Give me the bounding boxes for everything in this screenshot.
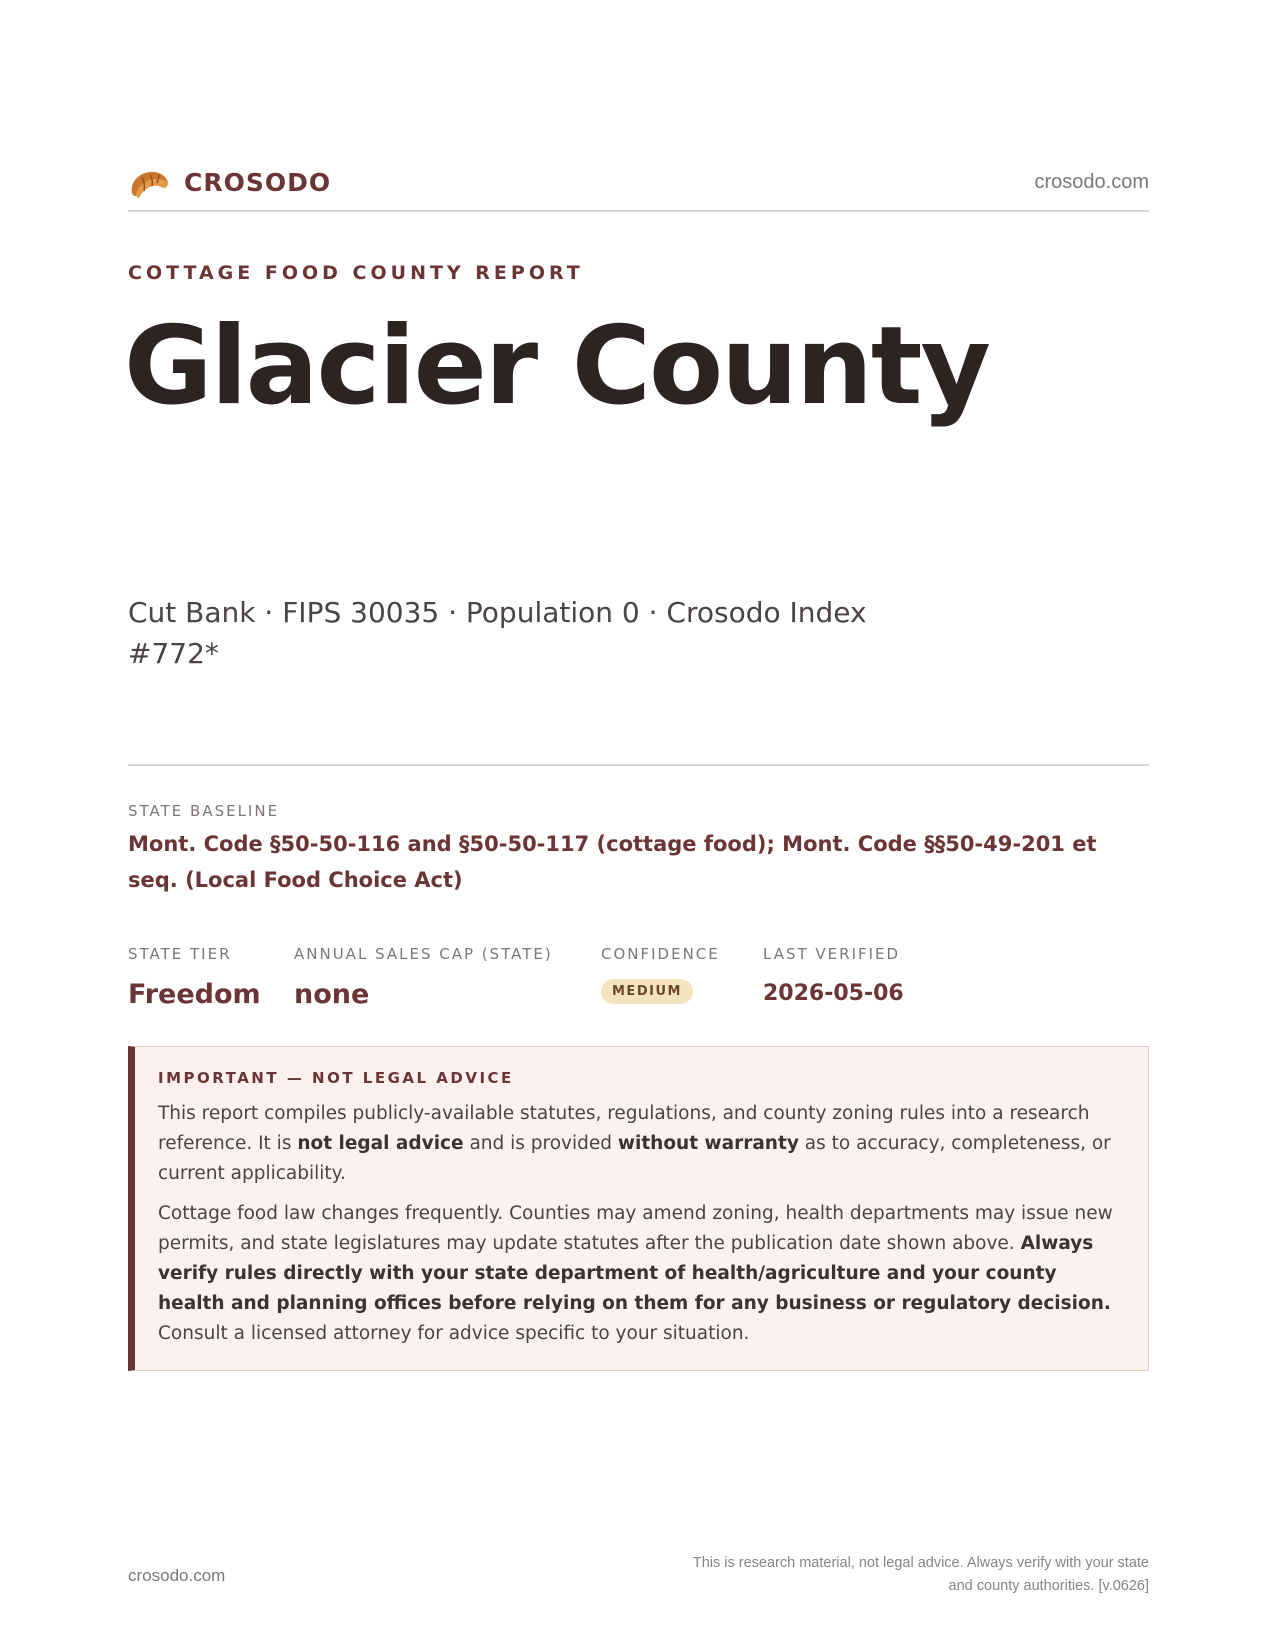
county-subtitle: Cut Bank · FIPS 30035 · Population 0 · Crosodo Index #772* bbox=[128, 596, 867, 670]
stat-sales-cap bbox=[294, 945, 553, 1010]
state-baseline-label: STATE BASELINE bbox=[128, 802, 280, 820]
last-verified-label: LAST VERIFIED bbox=[763, 945, 901, 963]
footer-disclaimer-line-1: This is research material, not legal advice. Always verify with your state bbox=[692, 1555, 1149, 1571]
notice-paragraph-1: This report compiles publicly-available statutes, regulations, and county zoning rules into a research reference. It is not legal advice and is provided without warranty as to accuracy, completeness, or current applicability. bbox=[158, 1103, 1111, 1184]
notice-title: IMPORTANT — NOT LEGAL ADVICE bbox=[158, 1069, 514, 1087]
sales-cap-value: none bbox=[294, 979, 370, 1010]
page-header bbox=[128, 158, 1149, 206]
last-verified-value: 2026-05-06 bbox=[763, 981, 904, 1006]
confidence-badge: MEDIUM bbox=[601, 979, 693, 1004]
stat-state-tier bbox=[128, 945, 261, 1010]
brand-name: CROSODO bbox=[184, 167, 332, 197]
report-eyebrow: COTTAGE FOOD COUNTY REPORT bbox=[128, 262, 584, 284]
legal-notice bbox=[128, 1046, 1149, 1371]
state-baseline-text: Mont. Code §50-50-116 and §50-50-117 (cottage food); Mont. Code §§50-49-201 et seq. (Local Food Choice Act) bbox=[128, 832, 1097, 892]
croissant-icon bbox=[128, 163, 170, 201]
stat-last-verified bbox=[763, 945, 904, 1006]
footer-disclaimer-line-2: and county authorities. [v.0626] bbox=[948, 1578, 1149, 1594]
brand bbox=[128, 163, 331, 201]
footer-disclaimer bbox=[629, 1552, 1149, 1598]
page-title: Glacier County bbox=[124, 304, 989, 429]
report-page bbox=[124, 0, 1149, 1650]
footer-url[interactable]: crosodo.com bbox=[128, 1566, 226, 1585]
section-divider bbox=[128, 764, 1149, 766]
state-tier-value: Freedom bbox=[128, 979, 261, 1010]
notice-paragraph-2: Cottage food law changes frequently. Counties may amend zoning, health departments may issue new permits, and state legislatures may update statutes after the publication date shown above. Always verify rules directly with your state department of health/agriculture and your county health and planning offices before relying on them for any business or regulatory decision. Consult a licensed attorney for advice specific to your situation. bbox=[158, 1203, 1113, 1344]
confidence-label: CONFIDENCE bbox=[601, 945, 720, 963]
stat-confidence bbox=[601, 945, 720, 1004]
sales-cap-label: ANNUAL SALES CAP (STATE) bbox=[294, 945, 553, 963]
header-divider bbox=[128, 210, 1149, 212]
state-tier-label: STATE TIER bbox=[128, 945, 232, 963]
site-url[interactable]: crosodo.com bbox=[1034, 170, 1149, 193]
stats-row bbox=[128, 945, 1149, 1015]
